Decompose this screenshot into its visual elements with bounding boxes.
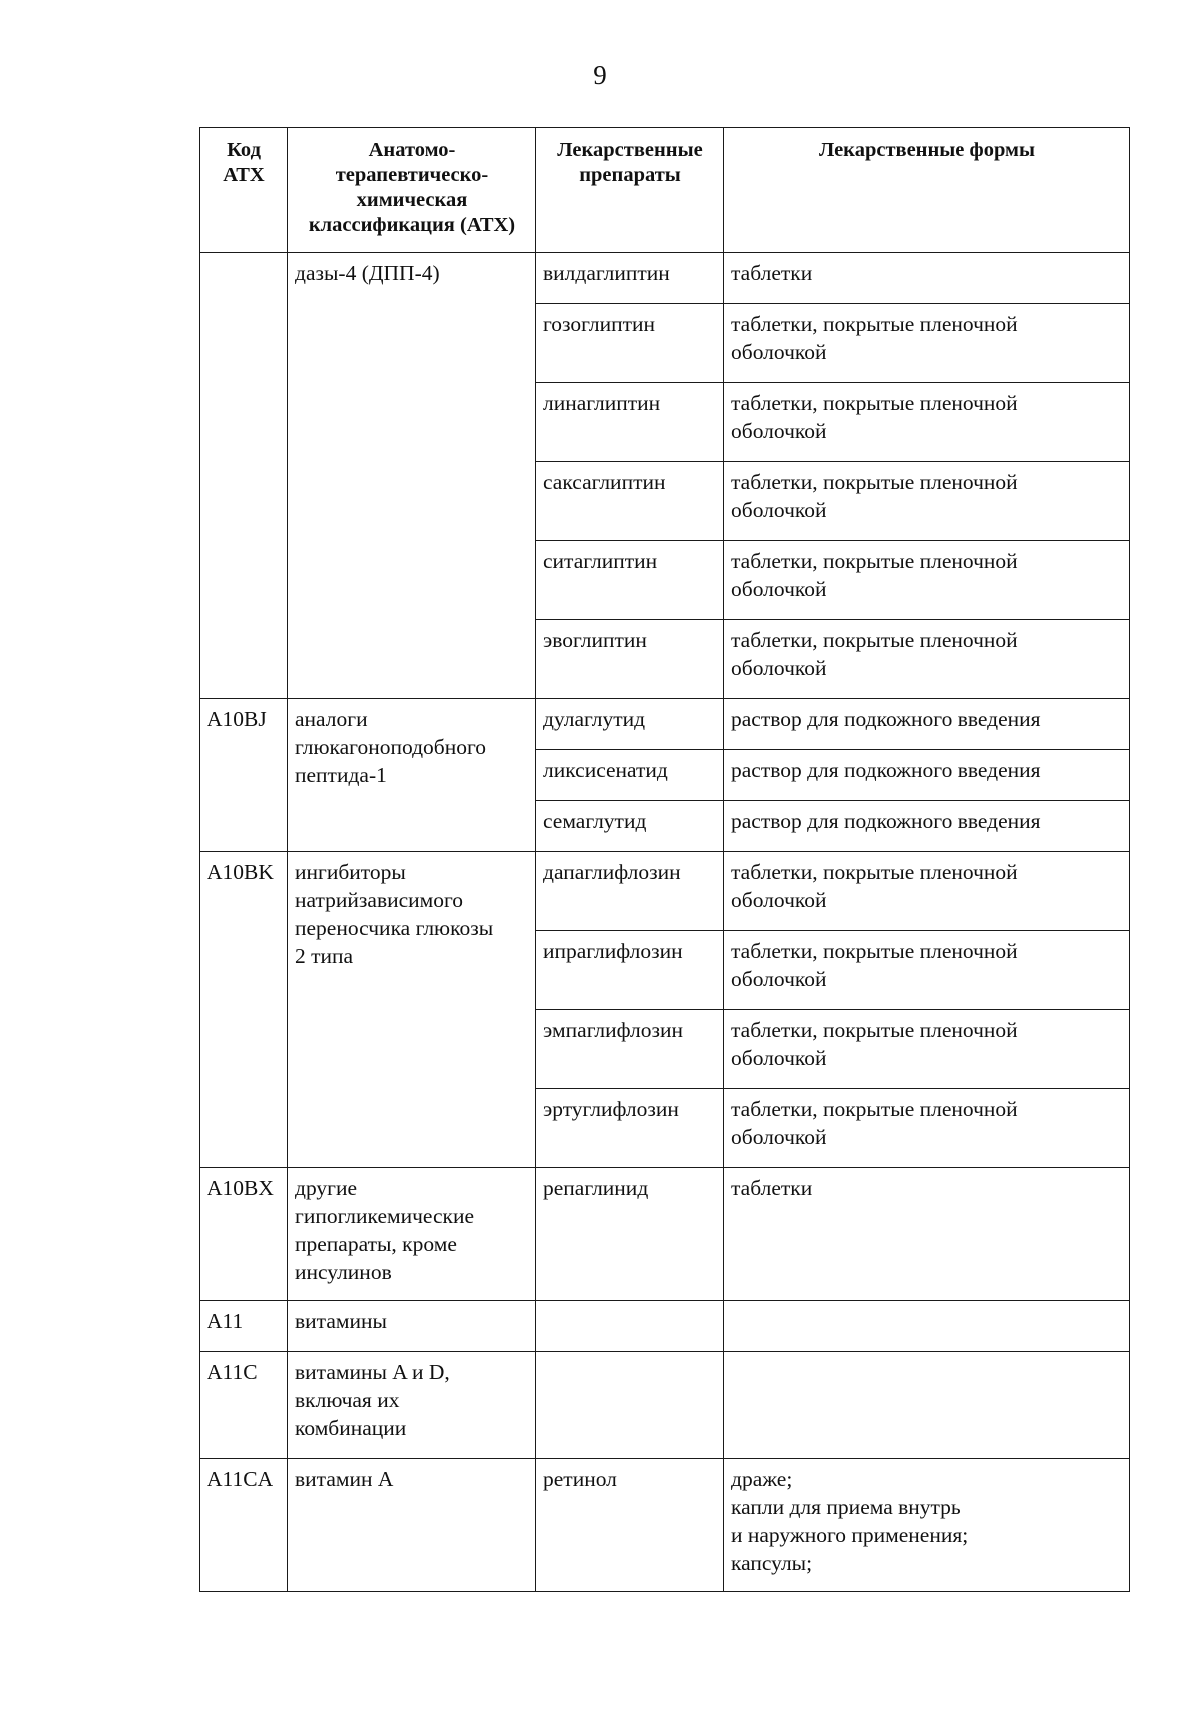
atx-code-cell: A10BX <box>200 1168 288 1301</box>
dosage-form-cell: раствор для подкожного введения <box>724 699 1130 750</box>
atx-code-cell: A11C <box>200 1352 288 1459</box>
atx-classification-cell: витамины <box>288 1301 536 1352</box>
medicine-name-cell: гозоглиптин <box>536 304 724 383</box>
header-dosage-forms: Лекарственные формы <box>724 128 1130 253</box>
atx-classification-cell: аналоги глюкагоноподобного пептида-1 <box>288 699 536 852</box>
atx-code-cell <box>200 253 288 699</box>
dosage-form-cell: таблетки, покрытые пленочной оболочкой <box>724 1010 1130 1089</box>
atx-classification-cell: витамины A и D, включая их комбинации <box>288 1352 536 1459</box>
dosage-form-cell: таблетки, покрытые пленочной оболочкой <box>724 620 1130 699</box>
dosage-form-cell: таблетки <box>724 253 1130 304</box>
medicine-name-cell: ретинол <box>536 1459 724 1592</box>
medicine-name-cell: линаглиптин <box>536 383 724 462</box>
dosage-form-cell <box>724 1352 1130 1459</box>
page-number: 9 <box>593 60 607 90</box>
table-row <box>200 1352 1130 1459</box>
table-row <box>200 1168 1130 1301</box>
table-row <box>200 253 1130 304</box>
medicine-name-cell: ситаглиптин <box>536 541 724 620</box>
medicine-name-cell: семаглутид <box>536 801 724 852</box>
dosage-form-cell: таблетки, покрытые пленочной оболочкой <box>724 304 1130 383</box>
table-header-row <box>200 128 1130 253</box>
medicine-name-cell: эвоглиптин <box>536 620 724 699</box>
dosage-form-cell: таблетки, покрытые пленочной оболочкой <box>724 541 1130 620</box>
dosage-form-cell <box>724 1301 1130 1352</box>
dosage-form-cell: таблетки, покрытые пленочной оболочкой <box>724 931 1130 1010</box>
medicine-name-cell: вилдаглиптин <box>536 253 724 304</box>
dosage-form-cell: таблетки <box>724 1168 1130 1301</box>
atx-classification-cell: дазы-4 (ДПП-4) <box>288 253 536 699</box>
header-atx-code: Код АТХ <box>200 128 288 253</box>
atx-code-cell: A11 <box>200 1301 288 1352</box>
dosage-form-cell: раствор для подкожного введения <box>724 750 1130 801</box>
dosage-form-cell: таблетки, покрытые пленочной оболочкой <box>724 1089 1130 1168</box>
medicine-name-cell: ликсисенатид <box>536 750 724 801</box>
atx-classification-cell: ингибиторы натрийзависимого переносчика глюкозы 2 типа <box>288 852 536 1168</box>
dosage-form-cell: драже; капли для приема внутрь и наружного применения; капсулы; <box>724 1459 1130 1592</box>
medicine-name-cell: эмпаглифлозин <box>536 1010 724 1089</box>
medicine-name-cell <box>536 1301 724 1352</box>
medicine-name-cell: репаглинид <box>536 1168 724 1301</box>
dosage-form-cell: таблетки, покрытые пленочной оболочкой <box>724 383 1130 462</box>
medicine-name-cell: саксаглиптин <box>536 462 724 541</box>
atx-classification-cell: другие гипогликемические препараты, кроме инсулинов <box>288 1168 536 1301</box>
table-row <box>200 699 1130 750</box>
table-row <box>200 852 1130 931</box>
table-row <box>200 1301 1130 1352</box>
header-medicines: Лекарственные препараты <box>536 128 724 253</box>
dosage-form-cell: таблетки, покрытые пленочной оболочкой <box>724 852 1130 931</box>
atx-code-cell: A10BJ <box>200 699 288 852</box>
medicine-name-cell: ипраглифлозин <box>536 931 724 1010</box>
atx-medicines-table <box>199 127 1130 1592</box>
medicine-name-cell: эртуглифлозин <box>536 1089 724 1168</box>
atx-classification-cell: витамин A <box>288 1459 536 1592</box>
dosage-form-cell: раствор для подкожного введения <box>724 801 1130 852</box>
atx-code-cell: A10BK <box>200 852 288 1168</box>
atx-code-cell: A11CA <box>200 1459 288 1592</box>
dosage-form-cell: таблетки, покрытые пленочной оболочкой <box>724 462 1130 541</box>
medicine-name-cell: дапаглифлозин <box>536 852 724 931</box>
table-row <box>200 1459 1130 1592</box>
medicine-name-cell: дулаглутид <box>536 699 724 750</box>
medicine-name-cell <box>536 1352 724 1459</box>
header-atx-classification: Анатомо- терапевтическо- химическая классификация (АТХ) <box>288 128 536 253</box>
